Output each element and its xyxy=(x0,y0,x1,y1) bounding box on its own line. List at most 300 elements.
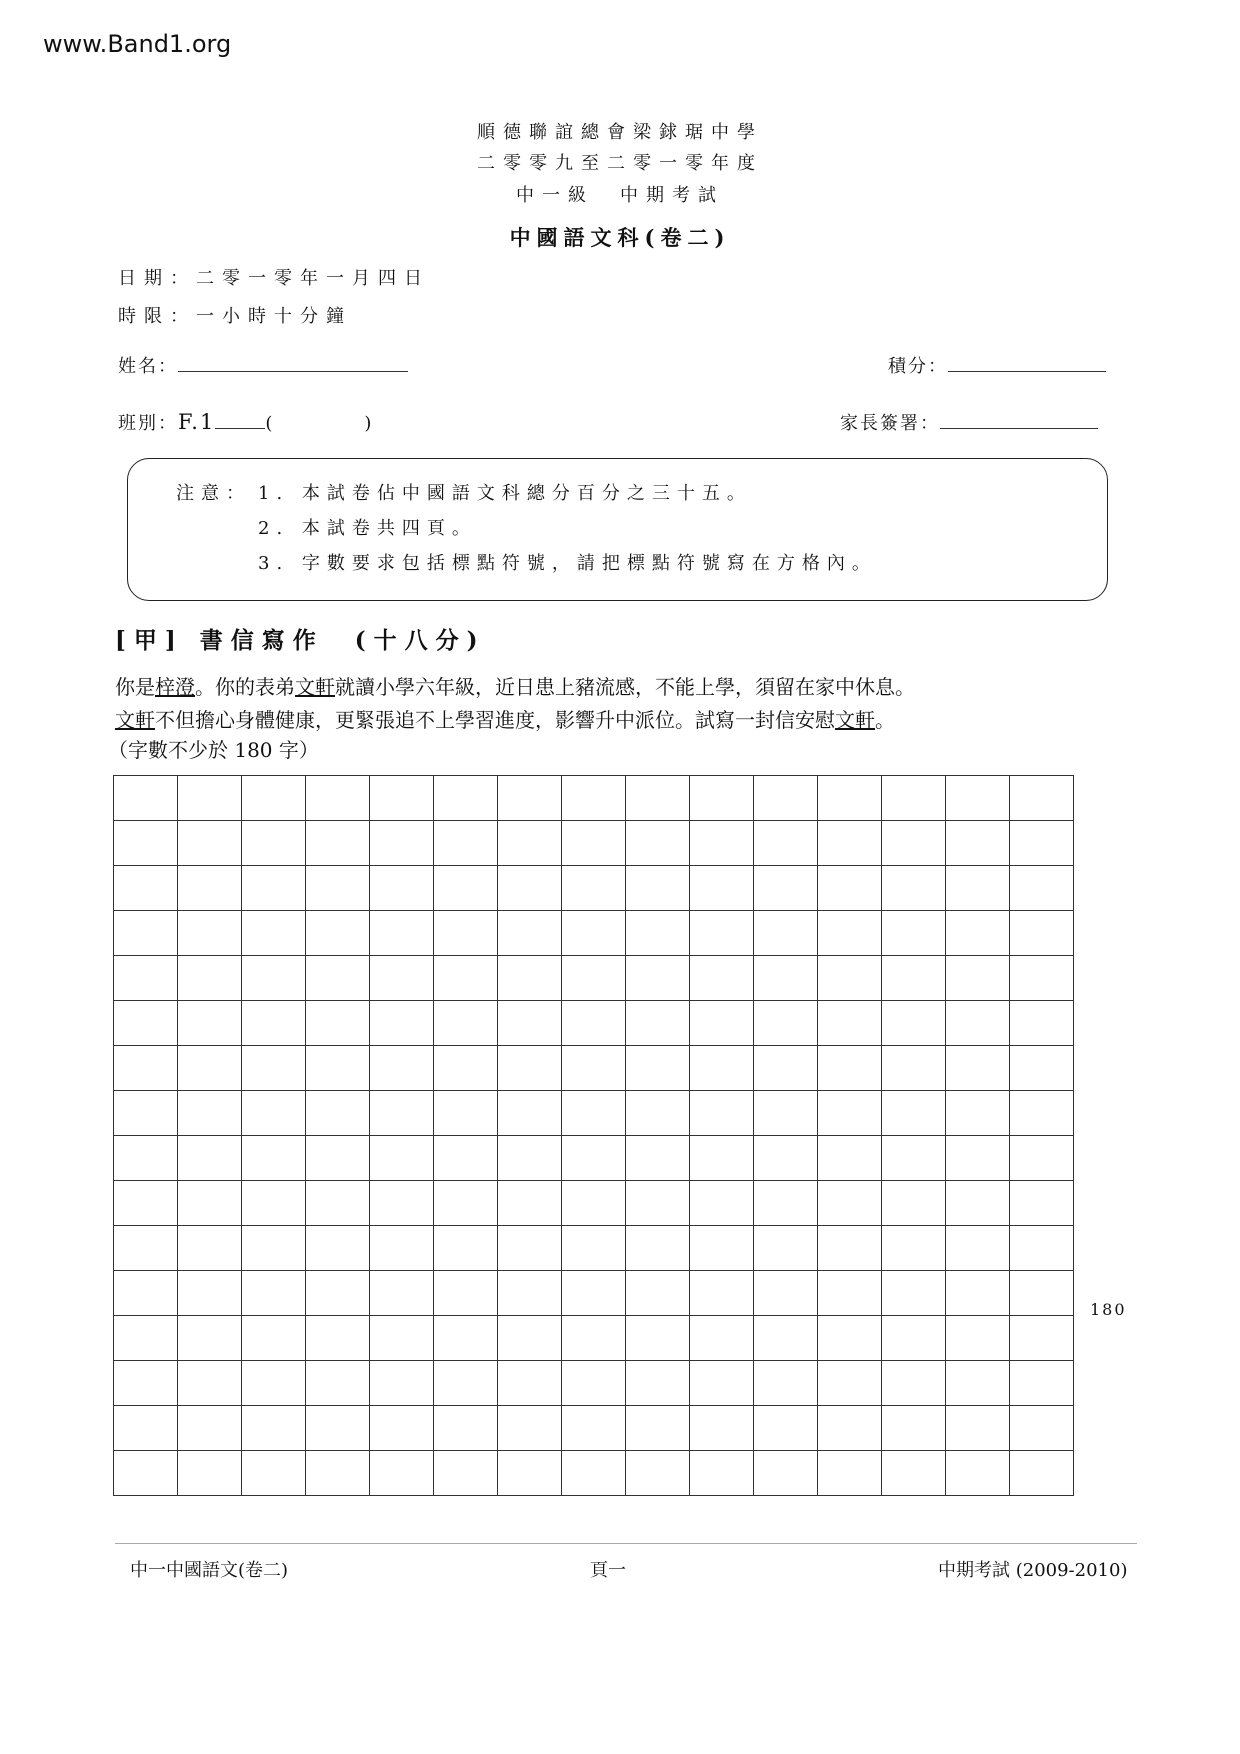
subject-title: 中國語文科(卷二) xyxy=(509,225,731,250)
grid-cell[interactable] xyxy=(306,1316,370,1361)
grid-cell[interactable] xyxy=(562,1451,626,1496)
grid-cell[interactable] xyxy=(882,821,946,866)
grid-row xyxy=(114,956,1074,1001)
grid-cell[interactable] xyxy=(306,776,370,821)
grid-cell[interactable] xyxy=(178,1406,242,1451)
grid-cell[interactable] xyxy=(690,1091,754,1136)
grid-cell[interactable] xyxy=(754,1451,818,1496)
grid-cell[interactable] xyxy=(1010,1181,1074,1226)
grid-cell[interactable] xyxy=(946,911,1010,956)
grid-cell[interactable] xyxy=(818,1001,882,1046)
grid-cell[interactable] xyxy=(114,1001,178,1046)
grid-cell[interactable] xyxy=(882,1001,946,1046)
grid-cell[interactable] xyxy=(434,1406,498,1451)
grid-cell[interactable] xyxy=(306,911,370,956)
grid-cell[interactable] xyxy=(306,1091,370,1136)
grid-cell[interactable] xyxy=(434,1316,498,1361)
score-field[interactable] xyxy=(888,352,1106,378)
grid-cell[interactable] xyxy=(114,1226,178,1271)
grid-cell[interactable] xyxy=(626,1136,690,1181)
grid-cell[interactable] xyxy=(178,1451,242,1496)
grid-cell[interactable] xyxy=(370,1316,434,1361)
grid-cell[interactable] xyxy=(562,1271,626,1316)
grid-cell[interactable] xyxy=(114,866,178,911)
grid-cell[interactable] xyxy=(434,1181,498,1226)
grid-row xyxy=(114,776,1074,821)
grid-cell[interactable] xyxy=(306,1046,370,1091)
grid-cell[interactable] xyxy=(754,776,818,821)
grid-cell[interactable] xyxy=(946,1316,1010,1361)
date-line xyxy=(118,264,430,290)
grid-cell[interactable] xyxy=(946,1226,1010,1271)
grid-cell[interactable] xyxy=(882,956,946,1001)
question-line-2 xyxy=(115,704,895,733)
grid-cell[interactable] xyxy=(370,1226,434,1271)
footer-left: 中一中國語文(卷二) xyxy=(130,1560,289,1581)
grid-cell[interactable] xyxy=(370,911,434,956)
grid-cell[interactable] xyxy=(818,1361,882,1406)
text: 就讀小學六年級，近日患上豬流感，不能上學，須留在家中休息。 xyxy=(335,675,915,699)
grid-row xyxy=(114,1406,1074,1451)
grid-cell[interactable] xyxy=(562,1001,626,1046)
parent-signature-field[interactable] xyxy=(840,409,1098,435)
grid-cell[interactable] xyxy=(946,1136,1010,1181)
grid-cell[interactable] xyxy=(498,1271,562,1316)
grid-cell[interactable] xyxy=(690,1001,754,1046)
grid-cell[interactable] xyxy=(626,1091,690,1136)
grid-cell[interactable] xyxy=(434,956,498,1001)
grid-cell[interactable] xyxy=(114,1271,178,1316)
name-underlined: 文軒 xyxy=(295,675,335,699)
paren-close: ) xyxy=(364,413,374,434)
exam-name: 中一級 中期考試 xyxy=(516,185,724,206)
grid-cell[interactable] xyxy=(178,1226,242,1271)
grid-cell[interactable] xyxy=(754,1001,818,1046)
grid-cell[interactable] xyxy=(178,1181,242,1226)
grid-cell[interactable] xyxy=(242,776,306,821)
grid-cell[interactable] xyxy=(178,1136,242,1181)
grid-cell[interactable] xyxy=(1010,1271,1074,1316)
footer-right: 中期考試 (2009-2010) xyxy=(938,1560,1128,1581)
grid-cell[interactable] xyxy=(626,776,690,821)
grid-cell[interactable] xyxy=(626,1181,690,1226)
grid-cell[interactable] xyxy=(754,1226,818,1271)
grid-cell[interactable] xyxy=(434,776,498,821)
grid-cell[interactable] xyxy=(562,1046,626,1091)
grid-cell[interactable] xyxy=(1010,1406,1074,1451)
notice-item: 3. 字數要求包括標點符號，請把標點符號寫在方格內。 xyxy=(258,553,877,574)
grid-row xyxy=(114,1136,1074,1181)
grid-cell[interactable] xyxy=(242,866,306,911)
grid-cell[interactable] xyxy=(242,911,306,956)
grid-cell[interactable] xyxy=(946,821,1010,866)
grid-cell[interactable] xyxy=(882,1271,946,1316)
class-blank[interactable] xyxy=(215,428,265,429)
grid-cell[interactable] xyxy=(114,1046,178,1091)
grid-cell[interactable] xyxy=(306,1406,370,1451)
grid-cell[interactable] xyxy=(498,1181,562,1226)
grid-cell[interactable] xyxy=(626,1451,690,1496)
footer-divider xyxy=(115,1543,1137,1544)
grid-cell[interactable] xyxy=(434,1361,498,1406)
class-field[interactable] xyxy=(118,409,373,435)
grid-cell[interactable] xyxy=(626,866,690,911)
grid-cell[interactable] xyxy=(498,1406,562,1451)
grid-cell[interactable] xyxy=(114,1181,178,1226)
grid-cell[interactable] xyxy=(242,1181,306,1226)
grid-cell[interactable] xyxy=(946,776,1010,821)
grid-cell[interactable] xyxy=(818,776,882,821)
grid-cell[interactable] xyxy=(818,1406,882,1451)
time-line xyxy=(118,302,352,328)
notice-label: 注意： xyxy=(176,483,251,504)
footer-page: 頁一 xyxy=(590,1560,626,1581)
grid-cell[interactable] xyxy=(818,821,882,866)
academic-year: 二零零九至二零一零年度 xyxy=(477,153,763,174)
grid-cell[interactable] xyxy=(242,956,306,1001)
grid-cell[interactable] xyxy=(626,1406,690,1451)
grid-cell[interactable] xyxy=(818,956,882,1001)
paren-open: ( xyxy=(265,413,275,434)
grid-cell[interactable] xyxy=(306,1001,370,1046)
grid-cell[interactable] xyxy=(754,821,818,866)
grid-cell[interactable] xyxy=(370,956,434,1001)
grid-row xyxy=(114,1181,1074,1226)
grid-cell[interactable] xyxy=(946,1361,1010,1406)
grid-cell[interactable] xyxy=(434,1271,498,1316)
grid-cell[interactable] xyxy=(690,1451,754,1496)
grid-cell[interactable] xyxy=(178,911,242,956)
grid-cell[interactable] xyxy=(242,1316,306,1361)
grid-cell[interactable] xyxy=(178,866,242,911)
grid-cell[interactable] xyxy=(306,866,370,911)
word-count-marker: 180 xyxy=(1090,1300,1127,1319)
grid-cell[interactable] xyxy=(818,1451,882,1496)
grid-cell[interactable] xyxy=(946,1046,1010,1091)
grid-cell[interactable] xyxy=(242,1136,306,1181)
grid-cell[interactable] xyxy=(882,1406,946,1451)
grid-cell[interactable] xyxy=(178,821,242,866)
grid-cell[interactable] xyxy=(818,1091,882,1136)
grid-cell[interactable] xyxy=(882,1091,946,1136)
grid-cell[interactable] xyxy=(754,1181,818,1226)
grid-cell[interactable] xyxy=(1010,1046,1074,1091)
grid-cell[interactable] xyxy=(946,1091,1010,1136)
grid-cell[interactable] xyxy=(498,1136,562,1181)
grid-cell[interactable] xyxy=(562,1091,626,1136)
parent-signature-blank[interactable] xyxy=(940,428,1098,429)
text: 。你的表弟 xyxy=(195,675,295,699)
text: 不但擔心身體健康，更緊張追不上學習進度，影響升中派位。試寫一封信安慰 xyxy=(155,708,835,732)
grid-cell[interactable] xyxy=(754,956,818,1001)
grid-cell[interactable] xyxy=(946,866,1010,911)
grid-cell[interactable] xyxy=(562,1361,626,1406)
grid-cell[interactable] xyxy=(306,821,370,866)
grid-cell[interactable] xyxy=(178,1361,242,1406)
grid-cell[interactable] xyxy=(370,776,434,821)
writing-grid[interactable] xyxy=(113,775,1074,1496)
grid-cell[interactable] xyxy=(818,1046,882,1091)
grid-cell[interactable] xyxy=(114,1406,178,1451)
grid-cell[interactable] xyxy=(178,1001,242,1046)
grid-cell[interactable] xyxy=(754,1091,818,1136)
grid-cell[interactable] xyxy=(370,1181,434,1226)
grid-cell[interactable] xyxy=(498,776,562,821)
grid-cell[interactable] xyxy=(114,1136,178,1181)
grid-cell[interactable] xyxy=(690,1181,754,1226)
grid-cell[interactable] xyxy=(818,911,882,956)
grid-row xyxy=(114,1451,1074,1496)
grid-row xyxy=(114,1046,1074,1091)
grid-cell[interactable] xyxy=(1010,1091,1074,1136)
grid-cell[interactable] xyxy=(242,1046,306,1091)
grid-cell[interactable] xyxy=(370,821,434,866)
grid-cell[interactable] xyxy=(498,1226,562,1271)
grid-cell[interactable] xyxy=(1010,1451,1074,1496)
class-value: F.1 xyxy=(178,410,216,434)
grid-cell[interactable] xyxy=(370,1091,434,1136)
grid-cell[interactable] xyxy=(562,956,626,1001)
grid-cell[interactable] xyxy=(882,911,946,956)
grid-cell[interactable] xyxy=(946,1451,1010,1496)
grid-cell[interactable] xyxy=(114,956,178,1001)
grid-cell[interactable] xyxy=(306,1361,370,1406)
grid-cell[interactable] xyxy=(434,1046,498,1091)
grid-cell[interactable] xyxy=(882,866,946,911)
grid-cell[interactable] xyxy=(754,866,818,911)
grid-cell[interactable] xyxy=(818,1136,882,1181)
score-blank[interactable] xyxy=(948,371,1106,372)
grid-cell[interactable] xyxy=(1010,1226,1074,1271)
grid-cell[interactable] xyxy=(690,821,754,866)
grid-cell[interactable] xyxy=(690,1271,754,1316)
notice-box xyxy=(127,458,1108,601)
grid-cell[interactable] xyxy=(242,1406,306,1451)
grid-cell[interactable] xyxy=(626,821,690,866)
grid-cell[interactable] xyxy=(306,956,370,1001)
name-label: 姓名： xyxy=(118,356,178,377)
grid-cell[interactable] xyxy=(626,1316,690,1361)
grid-cell[interactable] xyxy=(818,1316,882,1361)
grid-cell[interactable] xyxy=(690,911,754,956)
grid-cell[interactable] xyxy=(818,1226,882,1271)
grid-cell[interactable] xyxy=(306,1181,370,1226)
grid-cell[interactable] xyxy=(754,1406,818,1451)
grid-cell[interactable] xyxy=(562,821,626,866)
grid-cell[interactable] xyxy=(946,1406,1010,1451)
grid-cell[interactable] xyxy=(562,866,626,911)
grid-cell[interactable] xyxy=(562,1181,626,1226)
name-blank[interactable] xyxy=(178,371,408,372)
grid-cell[interactable] xyxy=(306,1271,370,1316)
grid-cell[interactable] xyxy=(242,1271,306,1316)
grid-cell[interactable] xyxy=(626,1226,690,1271)
grid-cell[interactable] xyxy=(562,1316,626,1361)
grid-cell[interactable] xyxy=(690,866,754,911)
name-field[interactable] xyxy=(118,352,408,378)
grid-cell[interactable] xyxy=(1010,911,1074,956)
grid-cell[interactable] xyxy=(690,1046,754,1091)
grid-cell[interactable] xyxy=(882,776,946,821)
grid-cell[interactable] xyxy=(370,1271,434,1316)
grid-cell[interactable] xyxy=(114,1091,178,1136)
grid-cell[interactable] xyxy=(690,956,754,1001)
name-underlined: 梓澄 xyxy=(155,675,195,699)
grid-cell[interactable] xyxy=(690,1136,754,1181)
grid-cell[interactable] xyxy=(1010,821,1074,866)
grid-row xyxy=(114,1001,1074,1046)
grid-cell[interactable] xyxy=(562,911,626,956)
grid-cell[interactable] xyxy=(562,1406,626,1451)
grid-cell[interactable] xyxy=(626,1271,690,1316)
grid-cell[interactable] xyxy=(754,1316,818,1361)
grid-cell[interactable] xyxy=(306,1226,370,1271)
grid-cell[interactable] xyxy=(242,821,306,866)
grid-cell[interactable] xyxy=(370,866,434,911)
notice-item: 2. 本試卷共四頁。 xyxy=(258,518,477,539)
grid-cell[interactable] xyxy=(434,911,498,956)
grid-cell[interactable] xyxy=(946,956,1010,1001)
grid-cell[interactable] xyxy=(114,1316,178,1361)
grid-cell[interactable] xyxy=(626,956,690,1001)
grid-cell[interactable] xyxy=(178,1271,242,1316)
grid-cell[interactable] xyxy=(306,1136,370,1181)
grid-cell[interactable] xyxy=(434,821,498,866)
grid-cell[interactable] xyxy=(882,1136,946,1181)
grid-cell[interactable] xyxy=(434,1091,498,1136)
grid-cell[interactable] xyxy=(498,1046,562,1091)
grid-cell[interactable] xyxy=(1010,776,1074,821)
grid-cell[interactable] xyxy=(946,1001,1010,1046)
grid-cell[interactable] xyxy=(1010,1001,1074,1046)
section-title: [甲] 書信寫作 (十八分) xyxy=(115,627,486,654)
grid-cell[interactable] xyxy=(434,1136,498,1181)
grid-cell[interactable] xyxy=(370,1046,434,1091)
grid-cell[interactable] xyxy=(1010,1136,1074,1181)
grid-cell[interactable] xyxy=(818,1181,882,1226)
text: 。 xyxy=(875,708,895,732)
grid-cell[interactable] xyxy=(690,1406,754,1451)
grid-cell[interactable] xyxy=(434,1226,498,1271)
grid-cell[interactable] xyxy=(370,1451,434,1496)
grid-cell[interactable] xyxy=(882,1046,946,1091)
grid-cell[interactable] xyxy=(178,1046,242,1091)
grid-cell[interactable] xyxy=(690,1316,754,1361)
grid-cell[interactable] xyxy=(754,911,818,956)
grid-cell[interactable] xyxy=(690,1226,754,1271)
watermark: www.Band1.org xyxy=(43,30,232,58)
grid-cell[interactable] xyxy=(370,1001,434,1046)
grid-cell[interactable] xyxy=(690,776,754,821)
grid-cell[interactable] xyxy=(498,821,562,866)
grid-cell[interactable] xyxy=(498,1361,562,1406)
grid-cell[interactable] xyxy=(946,1271,1010,1316)
grid-cell[interactable] xyxy=(882,1316,946,1361)
grid-row xyxy=(114,1361,1074,1406)
grid-cell[interactable] xyxy=(114,911,178,956)
grid-cell[interactable] xyxy=(242,1361,306,1406)
grid-cell[interactable] xyxy=(434,866,498,911)
grid-cell[interactable] xyxy=(754,1361,818,1406)
grid-cell[interactable] xyxy=(498,1091,562,1136)
grid-row xyxy=(114,911,1074,956)
grid-cell[interactable] xyxy=(370,1361,434,1406)
grid-cell[interactable] xyxy=(1010,866,1074,911)
grid-cell[interactable] xyxy=(114,776,178,821)
grid-cell[interactable] xyxy=(882,1226,946,1271)
grid-cell[interactable] xyxy=(626,1361,690,1406)
time-value: 一小時十分鐘 xyxy=(196,306,352,327)
grid-cell[interactable] xyxy=(1010,1361,1074,1406)
grid-row xyxy=(114,1316,1074,1361)
date-label: 日期： xyxy=(118,268,196,289)
grid-cell[interactable] xyxy=(370,1136,434,1181)
name-underlined: 文軒 xyxy=(115,708,155,732)
grid-cell[interactable] xyxy=(562,776,626,821)
grid-cell[interactable] xyxy=(690,1361,754,1406)
grid-cell[interactable] xyxy=(754,1046,818,1091)
grid-cell[interactable] xyxy=(114,1361,178,1406)
grid-cell[interactable] xyxy=(882,1361,946,1406)
grid-cell[interactable] xyxy=(178,1091,242,1136)
grid-cell[interactable] xyxy=(626,911,690,956)
grid-cell[interactable] xyxy=(754,1271,818,1316)
grid-cell[interactable] xyxy=(818,1271,882,1316)
grid-cell[interactable] xyxy=(498,956,562,1001)
grid-cell[interactable] xyxy=(434,1001,498,1046)
grid-cell[interactable] xyxy=(498,866,562,911)
grid-cell[interactable] xyxy=(178,956,242,1001)
grid-cell[interactable] xyxy=(178,1316,242,1361)
grid-cell[interactable] xyxy=(882,1451,946,1496)
class-label: 班別： xyxy=(118,413,178,434)
school-name: 順德聯誼總會梁銶琚中學 xyxy=(477,122,763,143)
grid-cell[interactable] xyxy=(626,1001,690,1046)
grid-cell[interactable] xyxy=(306,1451,370,1496)
grid-cell[interactable] xyxy=(242,1451,306,1496)
grid-cell[interactable] xyxy=(882,1181,946,1226)
grid-cell[interactable] xyxy=(498,1001,562,1046)
grid-cell[interactable] xyxy=(242,1091,306,1136)
date-value: 二零一零年一月四日 xyxy=(196,268,430,289)
grid-cell[interactable] xyxy=(370,1406,434,1451)
grid-cell[interactable] xyxy=(754,1136,818,1181)
grid-cell[interactable] xyxy=(1010,1316,1074,1361)
grid-cell[interactable] xyxy=(114,821,178,866)
grid-cell[interactable] xyxy=(434,1451,498,1496)
grid-cell[interactable] xyxy=(114,1451,178,1496)
score-label: 積分： xyxy=(888,356,948,377)
grid-cell[interactable] xyxy=(178,776,242,821)
grid-row xyxy=(114,1226,1074,1271)
text: 你是 xyxy=(115,675,155,699)
grid-cell[interactable] xyxy=(242,1226,306,1271)
grid-cell[interactable] xyxy=(1010,956,1074,1001)
grid-cell[interactable] xyxy=(498,1451,562,1496)
grid-cell[interactable] xyxy=(498,911,562,956)
word-count-requirement: （字數不少於 180 字） xyxy=(108,738,319,762)
grid-cell[interactable] xyxy=(242,1001,306,1046)
grid-cell[interactable] xyxy=(946,1181,1010,1226)
grid-cell[interactable] xyxy=(562,1226,626,1271)
grid-cell[interactable] xyxy=(498,1316,562,1361)
grid-cell[interactable] xyxy=(562,1136,626,1181)
grid-cell[interactable] xyxy=(818,866,882,911)
grid-cell[interactable] xyxy=(626,1046,690,1091)
notice-item: 1. 本試卷佔中國語文科總分百分之三十五。 xyxy=(258,483,752,504)
grid-row xyxy=(114,1091,1074,1136)
parent-signature-label: 家長簽署： xyxy=(840,413,940,434)
